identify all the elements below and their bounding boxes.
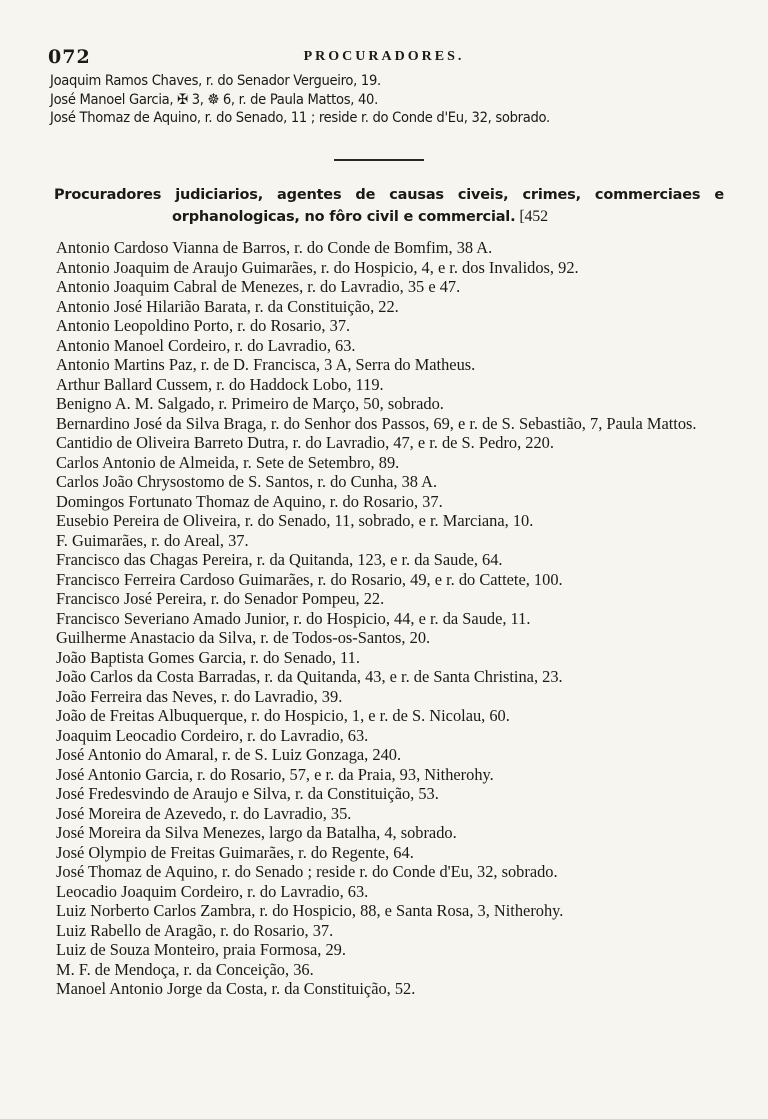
list-item: José Olympio de Freitas Guimarães, r. do Regente, 64. — [56, 842, 414, 862]
list-item: Bernardino José da Silva Braga, r. do Senhor dos Passos, 69, e r. de S. Sebastião, 7, Paula Mattos. — [56, 413, 697, 433]
list-item: Antonio Leopoldino Porto, r. do Rosario, 37. — [56, 316, 351, 335]
list-item: Francisco José Pereira, r. do Senador Pompeu, 22. — [56, 589, 385, 608]
list-item: Luiz Rabello de Aragão, r. do Rosario, 37. — [56, 920, 334, 940]
list-item: Francisco Severiano Amado Junior, r. do Hospicio, 44, e r. da Saude, 11. — [56, 608, 531, 628]
list-item: José Antonio do Amaral, r. de S. Luiz Gonzaga, 240. — [56, 745, 402, 764]
list-item: Benigno A. M. Salgado, r. Primeiro de Março, 50, sobrado. — [56, 394, 444, 413]
list-item: José Thomaz de Aquino, r. do Senado ; reside r. do Conde d'Eu, 32, sobrado. — [56, 862, 558, 881]
section-entry-count: [452 — [519, 208, 548, 225]
list-item: Antonio Martins Paz, r. de D. Francisca, 3 A, Serra do Matheus. — [56, 355, 476, 374]
list-item: F. Guimarães, r. do Areal, 37. — [56, 530, 249, 550]
list-item: Manoel Antonio Jorge da Costa, r. da Constituição, 52. — [56, 979, 416, 998]
list-item: Antonio Manoel Cordeiro, r. do Lavradio, 63. — [56, 335, 356, 355]
list-item: José Manoel Garcia, ✠ 3, ☸ 6, r. de Paula Mattos, 40. — [50, 90, 378, 108]
list-item: João Baptista Gomes Garcia, r. do Senado, 11. — [56, 647, 360, 667]
list-item: Francisco das Chagas Pereira, r. da Quitanda, 123, e r. da Saude, 64. — [56, 550, 503, 569]
list-item: João Ferreira das Neves, r. do Lavradio, 39. — [56, 686, 343, 706]
section-heading — [54, 185, 724, 228]
section-heading-line2-wrap — [54, 206, 724, 228]
list-item: Luiz Norberto Carlos Zambra, r. do Hospicio, 88, e Santa Rosa, 3, Nitherohy. — [56, 901, 564, 920]
list-item: José Moreira de Azevedo, r. do Lavradio, 35. — [56, 803, 352, 823]
list-item: Guilherme Anastacio da Silva, r. de Todos-os-Santos, 20. — [56, 628, 431, 647]
list-item: José Antonio Garcia, r. do Rosario, 57, e r. da Praia, 93, Nitherohy. — [56, 764, 494, 784]
list-item: Joaquim Leocadio Cordeiro, r. do Lavradio, 63. — [56, 725, 369, 745]
list-item: João Carlos da Costa Barradas, r. da Quitanda, 43, e r. de Santa Christina, 23. — [56, 667, 563, 686]
list-item: Carlos João Chrysostomo de S. Santos, r. do Cunha, 38 A. — [56, 472, 438, 491]
list-item: Carlos Antonio de Almeida, r. Sete de Setembro, 89. — [56, 452, 400, 472]
list-item: Cantidio de Oliveira Barreto Dutra, r. do Lavradio, 47, e r. de S. Pedro, 220. — [56, 433, 554, 452]
list-item: Antonio José Hilarião Barata, r. da Constituição, 22. — [56, 296, 399, 316]
list-item: João de Freitas Albuquerque, r. do Hospicio, 1, e r. de S. Nicolau, 60. — [56, 706, 510, 725]
list-item: M. F. de Mendoça, r. da Conceição, 36. — [56, 959, 314, 979]
running-title: PROCURADORES. — [303, 49, 465, 64]
list-item: Leocadio Joaquim Cordeiro, r. do Lavradio, 63. — [56, 881, 369, 901]
list-item: Francisco Ferreira Cardoso Guimarães, r. do Rosario, 49, e r. do Cattete, 100. — [56, 569, 563, 589]
list-item: Eusebio Pereira de Oliveira, r. do Senado, 11, sobrado, e r. Marciana, 10. — [56, 511, 534, 530]
list-item: José Thomaz de Aquino, r. do Senado, 11 ; reside r. do Conde d'Eu, 32, sobrado. — [50, 109, 550, 126]
section-divider — [334, 159, 424, 161]
list-item: José Fredesvindo de Araujo e Silva, r. da Constituição, 53. — [56, 784, 439, 803]
page-number: 072 — [48, 46, 91, 68]
list-item: Antonio Joaquim Cabral de Menezes, r. do Lavradio, 35 e 47. — [56, 277, 461, 296]
section-heading-line2: orphanologicas, no fôro civil e commercial. — [172, 209, 516, 225]
page-header — [48, 46, 720, 68]
procuradores-list — [56, 238, 732, 999]
list-item: Domingos Fortunato Thomaz de Aquino, r. do Rosario, 37. — [56, 491, 443, 511]
list-item: Arthur Ballard Cussem, r. do Haddock Lobo, 119. — [56, 374, 384, 394]
list-item: Antonio Joaquim de Araujo Guimarães, r. do Hospicio, 4, e r. dos Invalidos, 92. — [56, 257, 579, 277]
list-item: Luiz de Souza Monteiro, praia Formosa, 29. — [56, 940, 346, 959]
list-item: José Moreira da Silva Menezes, largo da Batalha, 4, sobrado. — [56, 823, 457, 842]
list-item: Joaquim Ramos Chaves, r. do Senador Vergueiro, 19. — [50, 72, 381, 89]
section-heading-line1: Procuradores judiciarios, agentes de causas civeis, crimes, commerciaes e — [54, 187, 724, 203]
list-item: Antonio Cardoso Vianna de Barros, r. do Conde de Bomfim, 38 A. — [56, 238, 493, 257]
continued-entries — [50, 72, 730, 128]
